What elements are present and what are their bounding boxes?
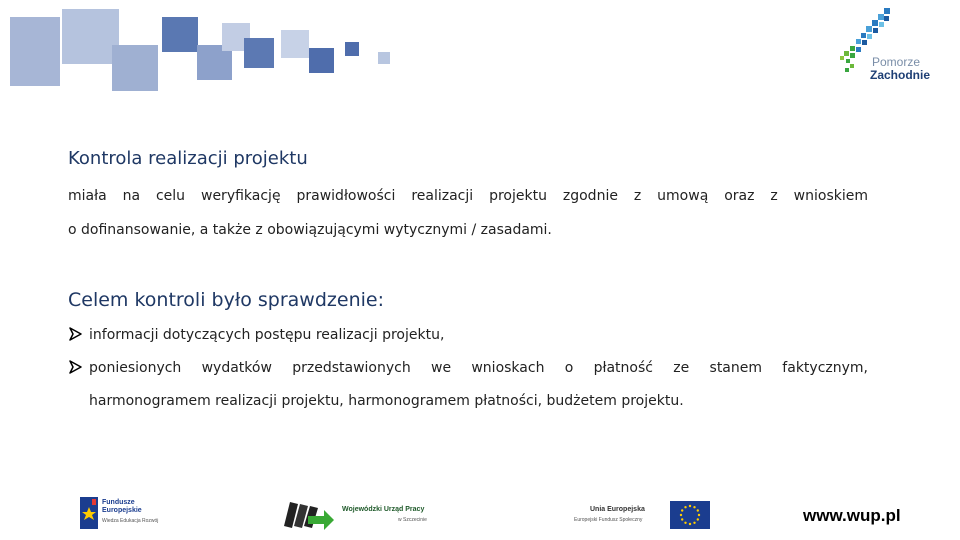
paragraph-line-2: o dofinansowanie, a także z obowiązującymi wytycznymi / zasadami. bbox=[68, 222, 552, 238]
logo-text-pomorze: Pomorze bbox=[872, 55, 921, 69]
list-item-text: informacji dotyczących postępu realizacji projektu, bbox=[89, 327, 445, 343]
section-title-cel: Celem kontroli było sprawdzenie: bbox=[68, 289, 384, 311]
fe-logo-text-3: Wiedza Edukacja Rozwój bbox=[102, 518, 159, 524]
ue-logo-text-2: Europejski Fundusz Społeczny bbox=[574, 517, 643, 523]
wup-logo bbox=[280, 498, 450, 532]
wup-logo-text-1: Wojewódzki Urząd Pracy bbox=[342, 506, 425, 513]
fe-logo-text-2: Europejskie bbox=[102, 507, 142, 514]
arrow-bullet-icon bbox=[68, 327, 84, 345]
website-url: www.wup.pl bbox=[803, 506, 901, 525]
fe-logo-text-1: Fundusze bbox=[102, 499, 135, 506]
wup-logo-text-2: w Szczecinie bbox=[398, 517, 427, 523]
list-item-continuation: harmonogramem realizacji projektu, harmonogramem płatności, budżetem projektu. bbox=[89, 393, 684, 409]
section-title-kontrola: Kontrola realizacji projektu bbox=[68, 148, 308, 169]
ue-logo-text-1: Unia Europejska bbox=[590, 506, 645, 513]
arrow-bullet-icon bbox=[68, 360, 84, 378]
fundusze-europejskie-logo bbox=[80, 497, 170, 531]
unia-europejska-logo bbox=[572, 500, 712, 532]
logo-text-zachodnie: Zachodnie bbox=[870, 68, 931, 82]
list-item-text: poniesionych wydatków przedstawionych we wnioskach o płatność ze stanem faktycznym, bbox=[89, 360, 868, 376]
eu-flag-icon bbox=[670, 501, 710, 529]
paragraph-line-1: miała na celu weryfikację prawidłowości realizacji projektu zgodnie z umową oraz z wnioskiem bbox=[68, 188, 868, 204]
